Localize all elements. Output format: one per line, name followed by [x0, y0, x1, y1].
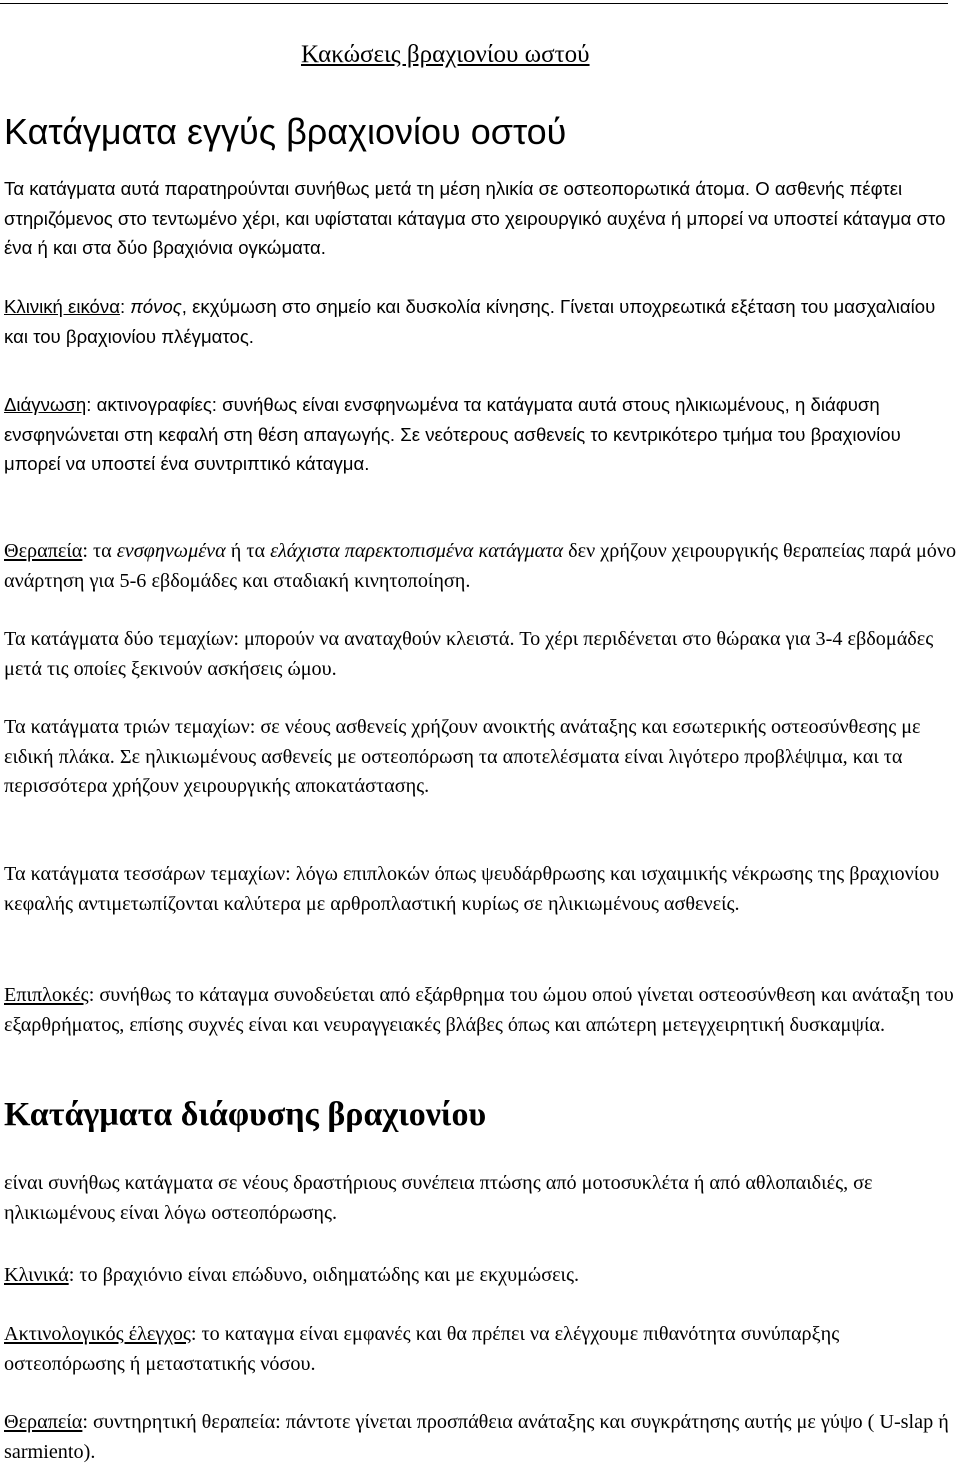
therapy-text-2: ή τα — [225, 540, 271, 562]
clinical-label: Κλινική εικόνα — [4, 296, 120, 317]
clinical-text: , εκχύμωση στο σημείο και δυσκολία κίνησης. Γίνεται υποχρεωτικά εξέταση του μασχαλιαίου και του βραχιονίου πλέγματος. — [4, 296, 936, 347]
top-rule — [0, 3, 948, 4]
therapy-label: Θεραπεία — [4, 540, 83, 562]
section-heading-proximal-fractures: Κατάγματα εγγύς βραχιονίου οστού — [4, 111, 567, 152]
therapy-text-3: δεν χρήζουν χειρουργικής θεραπείας παρά μόνο ανάρτηση για 5-6 εβδομάδες και σταδιακή κινητοποίηση. — [4, 540, 957, 592]
clinical-sep: : — [119, 296, 131, 317]
radiology-paragraph — [4, 1320, 959, 1379]
two-part-paragraph: Τα κατάγματα δύο τεμαχίων: μπορούν να αναταχθούν κλειστά. Το χέρι περιδένεται στο θώρακα για 3-4 εβδομάδες μετά τις οποίες ξεκινούν ασκήσεις ώμου. — [4, 628, 934, 680]
shaft-therapy-paragraph — [4, 1408, 959, 1467]
intro-paragraph: Τα κατάγματα αυτά παρατηρούνται συνήθως μετά τη μέση ηλικία σε οστεοπορωτικά άτομα. Ο ασθενής πέφτει στηριζόμενος στο τεντωμένο χέρι, και υφίσταται κάταγμα στο χειρουργικό αυχένα ή μπορεί να υποστεί κάταγμα στο ένα ή και στα δύο βραχιόνια ογκώματα. — [4, 178, 946, 258]
diagnosis-label: Διάγνωση — [4, 394, 87, 415]
clinical-paragraph — [4, 292, 959, 351]
clinical-italic: πόνος — [130, 296, 182, 317]
section-heading-shaft-fractures: Κατάγματα διάφυσης βραχιονίου — [4, 1096, 487, 1133]
shaft-clinical-text: : το βραχιόνιο είναι επώδυνο, οιδηματώδης και με εκχυμώσεις. — [68, 1264, 580, 1286]
shaft-therapy-label: Θεραπεία — [4, 1411, 83, 1433]
three-part-paragraph: Τα κατάγματα τριών τεμαχίων: σε νέους ασθενείς χρήζουν ανοικτής ανάταξης και εσωτερικής οστεοσύνθεσης με ειδική πλάκα. Σε ηλικιωμένους ασθενείς με οστεοπόρωση τα αποτελέσματα είναι λιγότερο προβλέψιμα, και τα περισσότερα χρήζουν χειρουργικής αποκατάστασης. — [4, 716, 921, 797]
therapy-paragraph — [4, 537, 959, 596]
complications-text: : συνήθως το κάταγμα συνοδεύεται από εξάρθρημα του ώμου οπού γίνεται οστεοσύνθεση και ανάταξη του εξαρθρήματος, επίσης συχνές είναι και νευραγγειακές βλάβες όπως και απώτερη μετεγχειρητική δυσκαμψία. — [4, 984, 954, 1036]
shaft-intro-paragraph: είναι συνήθως κατάγματα σε νέους δραστήριους συνέπεια πτώσης από μοτοσυκλέτα ή από αθλοπαιδιές, σε ηλικιωμένους είναι λόγω οστεοπόρωσης. — [4, 1172, 873, 1224]
shaft-therapy-text: : συντηρητική θεραπεία: πάντοτε γίνεται προσπάθεια ανάταξης και συγκράτησης αυτής με γύψο ( U-slap ή sarmiento). — [4, 1411, 949, 1463]
therapy-italic-2: ελάχιστα παρεκτοπισμένα κατάγματα — [270, 540, 564, 562]
radiology-text: : το καταγμα είναι εμφανές και θα πρέπει να ελέγχουμε πιθανότητα συνύπαρξης οστεοπόρωσης ή μεταστατικής νόσου. — [4, 1323, 840, 1375]
complications-label: Επιπλοκές — [4, 984, 89, 1006]
diagnosis-text: : ακτινογραφίες: συνήθως είναι ενσφηνωμένα τα κατάγματα αυτά στους ηλικιωμένους, η διάφυση ενσφηνώνεται στη κεφαλή στη θέση απαγωγής. Σε νεότερους ασθενείς το κεντρικότερο τμήμα του βραχιονίου μπορεί να υποστεί ένα συντριπτικό κάταγμα. — [4, 394, 901, 474]
shaft-clinical-label: Κλινικά — [4, 1264, 69, 1286]
diagnosis-paragraph — [4, 390, 959, 479]
four-part-paragraph: Τα κατάγματα τεσσάρων τεμαχίων: λόγω επιπλοκών όπως ψευδάρθρωσης και ισχαιμικής νέκρωσης της βραχιονίου κεφαλής αντιμετωπίζονται καλύτερα με αρθροπλαστική κυρίως σε ηλικιωμένους ασθενείς. — [4, 863, 940, 915]
complications-paragraph — [4, 981, 959, 1040]
therapy-text-1: : τα — [82, 540, 117, 562]
radiology-label: Ακτινολογικός έλεγχος — [4, 1323, 191, 1345]
shaft-clinical-paragraph — [4, 1261, 959, 1291]
therapy-italic-1: ενσφηνωμένα — [116, 540, 226, 562]
page-title: Κακώσεις βραχιονίου ωστού — [301, 41, 590, 68]
